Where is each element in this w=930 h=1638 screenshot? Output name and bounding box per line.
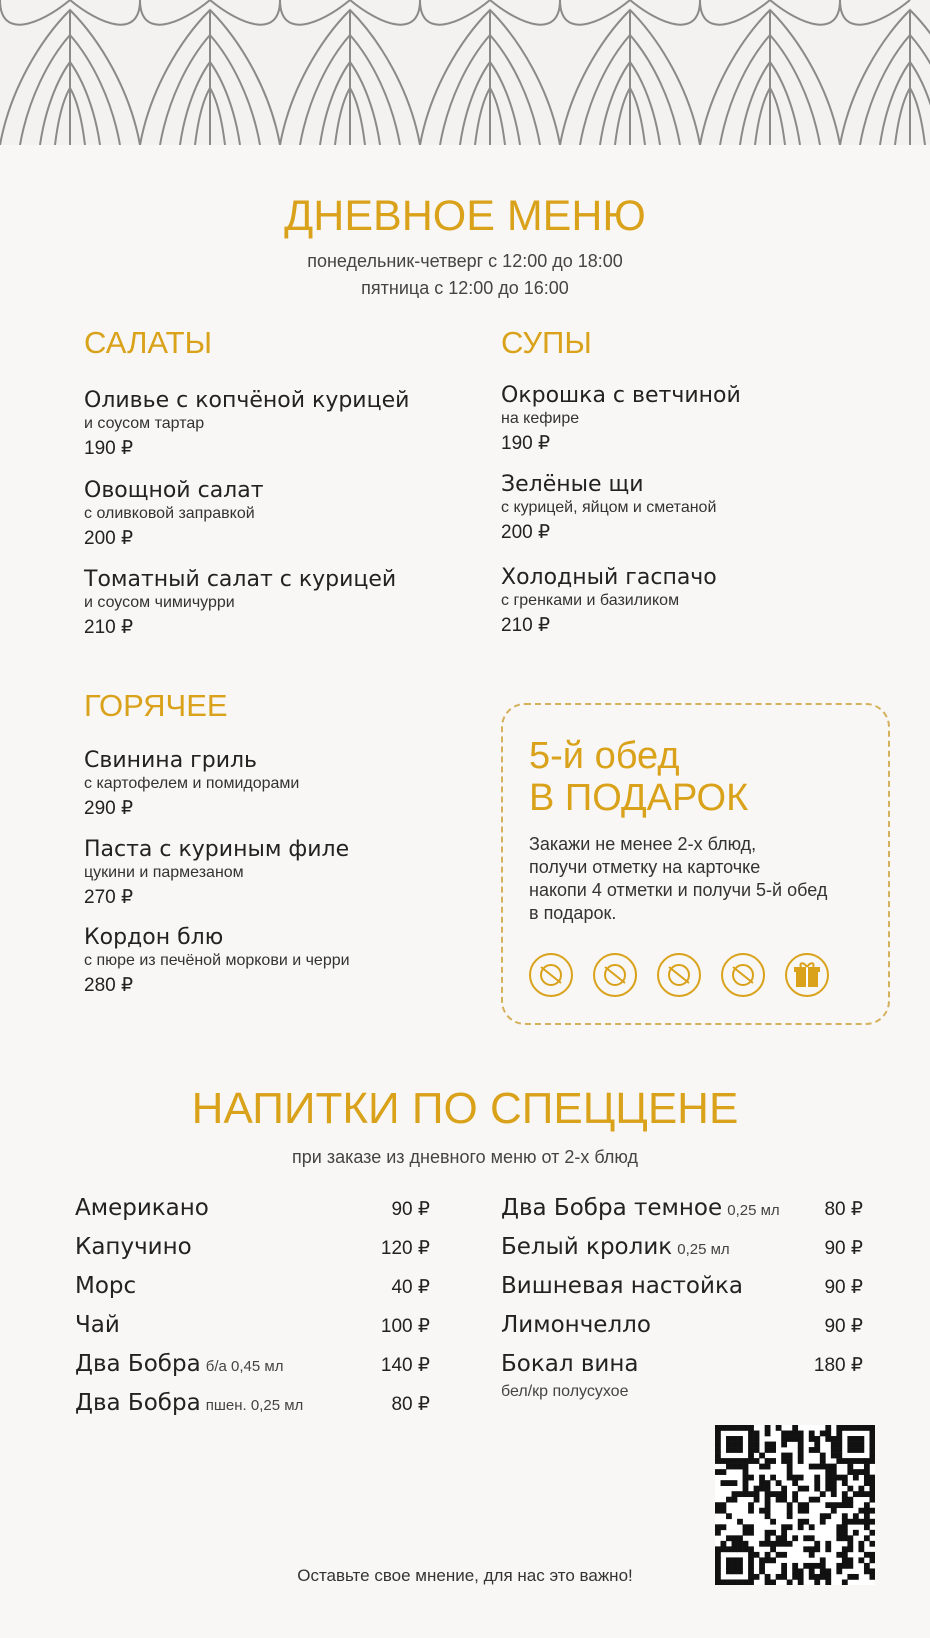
dish-name: Паста с куриным филе [84, 837, 350, 862]
dish-description: с пюре из печёной моркови и черри [84, 952, 350, 969]
drink-row [75, 1273, 430, 1303]
drink-price: 90 ₽ [824, 1277, 863, 1298]
drink-row [501, 1234, 863, 1264]
drink-price: 90 ₽ [824, 1316, 863, 1337]
schedule-friday: пятница с 12:00 до 16:00 [361, 278, 569, 298]
wine-description: бел/кр полусухое [501, 1383, 629, 1400]
drink-name: Капучино [75, 1234, 192, 1260]
drink-name: Американо [75, 1195, 209, 1221]
drink-row [501, 1351, 863, 1381]
qr-code[interactable] [715, 1425, 875, 1585]
drink-row [75, 1351, 430, 1381]
page-title: ДНЕВНОЕ МЕНЮ [284, 192, 646, 240]
drink-name: Бокал вина [501, 1351, 639, 1377]
promo-title-line2: В ПОДАРОК [529, 777, 749, 819]
dish-name: Зелёные щи [501, 472, 644, 497]
dish-item [84, 567, 396, 639]
drink-row [75, 1312, 430, 1342]
promo-text-line2: получи отметку на карточке [529, 857, 761, 877]
dish-name: Свинина гриль [84, 748, 258, 773]
section-title-hot: ГОРЯЧЕЕ [84, 688, 228, 723]
drink-note: пшен. 0,25 мл [205, 1397, 304, 1414]
plate-icon [657, 953, 701, 997]
drink-name: Чай [75, 1312, 120, 1338]
loyalty-promo-card [501, 703, 890, 1025]
drink-name: Два Бобра [75, 1351, 201, 1377]
promo-text-line4: в подарок. [529, 903, 617, 923]
dish-name: Холодный гаспачо [501, 565, 717, 590]
dish-name: Оливье с копчёной курицей [84, 388, 410, 413]
section-title-salads: САЛАТЫ [84, 325, 213, 360]
dish-price: 270 ₽ [84, 887, 134, 908]
dish-description: с оливковой заправкой [84, 505, 255, 522]
dish-description: и соусом чимичурри [84, 594, 235, 611]
drink-price: 80 ₽ [824, 1199, 863, 1220]
dish-name: Кордон блю [84, 925, 224, 950]
drink-price: 80 ₽ [391, 1394, 430, 1415]
dish-name: Окрошка с ветчиной [501, 383, 741, 408]
dish-item [501, 383, 741, 455]
drink-price: 40 ₽ [391, 1277, 430, 1298]
dish-item [84, 478, 264, 550]
drink-name: Два Бобра темное [501, 1195, 723, 1221]
dish-item [84, 837, 349, 909]
drinks-subtitle: при заказе из дневного меню от 2-х блюд [292, 1147, 638, 1167]
art-deco-pattern [0, 0, 930, 145]
drink-name: Белый кролик [501, 1234, 673, 1260]
promo-text-line3: накопи 4 отметки и получи 5-й обед [529, 880, 828, 900]
feedback-text: Оставьте свое мнение, для нас это важно! [297, 1566, 633, 1585]
promo-text-line1: Закажи не менее 2-х блюд, [529, 834, 757, 854]
dish-description: с картофелем и помидорами [84, 775, 300, 792]
drink-name: Лимончелло [501, 1312, 651, 1338]
dish-description: с гренками и базиликом [501, 592, 680, 609]
drink-row [501, 1273, 863, 1303]
plate-icon [721, 953, 765, 997]
dish-item [501, 472, 716, 544]
drink-name: Вишневая настойка [501, 1273, 743, 1299]
drink-row [501, 1195, 863, 1225]
drink-row [75, 1234, 430, 1264]
drink-note: б/а 0,45 мл [205, 1358, 284, 1375]
drink-price: 140 ₽ [380, 1355, 430, 1376]
plate-icon [529, 953, 573, 997]
section-title-soups: СУПЫ [501, 325, 592, 360]
dish-name: Томатный салат с курицей [84, 567, 397, 592]
dish-description: с курицей, яйцом и сметаной [501, 499, 717, 516]
drinks-title: НАПИТКИ ПО СПЕЦЦЕНЕ [191, 1084, 739, 1133]
decorative-header-pattern [0, 0, 930, 145]
drink-row [75, 1390, 430, 1420]
drink-price: 90 ₽ [824, 1238, 863, 1259]
schedule-weekdays: понедельник-четверг с 12:00 до 18:00 [307, 251, 623, 271]
drink-price: 90 ₽ [391, 1199, 430, 1220]
drink-price: 100 ₽ [380, 1316, 430, 1337]
promo-title-line1: 5-й обед [529, 735, 680, 777]
dish-price: 190 ₽ [84, 438, 134, 459]
dish-price: 210 ₽ [84, 617, 134, 638]
drink-price: 120 ₽ [380, 1238, 430, 1259]
dish-price: 210 ₽ [501, 615, 551, 636]
plate-icon [593, 953, 637, 997]
dish-price: 280 ₽ [84, 975, 134, 996]
dish-description: цукини и пармезаном [84, 864, 244, 881]
dish-item [84, 925, 350, 997]
drink-note: 0,25 мл [727, 1202, 780, 1219]
qr-code-image [715, 1425, 875, 1585]
gift-icon [785, 953, 829, 997]
drink-price: 180 ₽ [813, 1355, 863, 1376]
dish-description: и соусом тартар [84, 415, 205, 432]
dish-price: 200 ₽ [84, 528, 134, 549]
drink-name: Морс [75, 1273, 137, 1299]
dish-name: Овощной салат [84, 478, 264, 503]
dish-item [84, 388, 409, 460]
dish-description: на кефире [501, 410, 580, 427]
dish-price: 190 ₽ [501, 433, 551, 454]
dish-price: 290 ₽ [84, 798, 134, 819]
dish-price: 200 ₽ [501, 522, 551, 543]
drink-note: 0,25 мл [677, 1241, 730, 1258]
drink-row [501, 1312, 863, 1342]
dish-item [501, 565, 717, 637]
drink-row [75, 1195, 430, 1225]
drink-name: Два Бобра [75, 1390, 201, 1416]
dish-item [84, 748, 299, 820]
